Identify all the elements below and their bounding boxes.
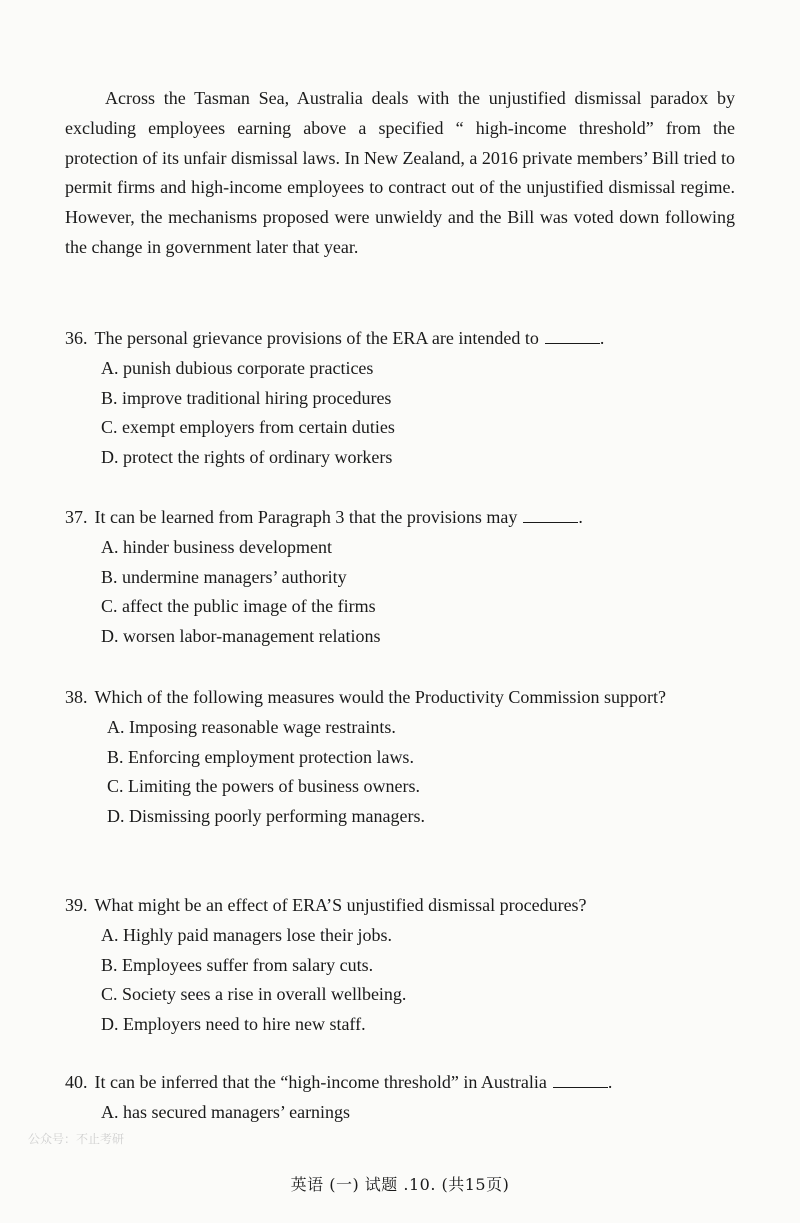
question-stem [65,503,735,533]
question-text: It can be learned from Paragraph 3 that the provisions may [94,507,518,527]
passage-paragraph: Across the Tasman Sea, Australia deals with the unjustified dismissal paradox by excluding employees earning above a specified “ high-income threshold” from the protection of its unfair dismissal laws. In New Zealand, a 2016 private members’ Bill tried to permit firms and high-income employees to contract out of the unjustified dismissal regime. However, the mechanisms proposed were unwieldy and the Bill was voted down following the change in government later that year. [65,88,735,257]
question-38 [65,683,735,832]
watermark: 公众号：不止考研 [28,1132,125,1146]
question-stem [65,891,735,921]
option-c: C. exempt employers from certain duties [101,417,395,438]
question-stem [65,324,735,354]
option-b: B. Enforcing employment protection laws. [107,746,414,767]
question-stem [65,1068,735,1098]
option-a: A. hinder business development [101,536,332,557]
option-d: D. Employers need to hire new staff. [101,1014,366,1035]
option-a: A. Highly paid managers lose their jobs. [101,924,392,945]
option-a: A. Imposing reasonable wage restraints. [107,716,396,737]
question-text: Which of the following measures would the Productivity Commission support? [94,687,666,707]
option-list [65,533,735,652]
option-list [65,713,735,832]
question-number: 39. [65,895,88,915]
question-end-mark: . [607,1072,613,1092]
option-b: B. undermine managers’ authority [101,566,347,587]
question-number: 38. [65,687,88,707]
option-d: D. worsen labor-management relations [101,626,381,647]
question-39 [65,891,735,1040]
answer-blank [523,504,578,523]
option-d: D. Dismissing poorly performing managers. [107,806,425,827]
option-c: C. Limiting the powers of business owners. [107,776,420,797]
option-c: C. affect the public image of the firms [101,596,376,617]
answer-blank [553,1069,608,1088]
option-a: A. has secured managers’ earnings [101,1101,351,1122]
option-list [65,354,735,473]
question-number: 40. [65,1072,88,1092]
question-36 [65,324,735,473]
question-number: 37. [65,507,88,527]
option-c: C. Society sees a rise in overall wellbeing. [101,984,407,1005]
option-b: B. improve traditional hiring procedures [101,387,392,408]
question-text: It can be inferred that the “high-income threshold” in Australia [94,1072,547,1092]
option-list [65,1098,735,1128]
question-number: 36. [65,328,88,348]
question-stem [65,683,735,713]
answer-blank [545,325,600,344]
option-d: D. protect the rights of ordinary workers [101,447,393,468]
page-footer: 英语 (一) 试题 .10. (共15页) [290,1175,510,1194]
option-list [65,921,735,1040]
question-text: The personal grievance provisions of the ERA are intended to [94,328,539,348]
option-b: B. Employees suffer from salary cuts. [101,954,374,975]
question-37 [65,503,735,652]
question-text: What might be an effect of ERA’S unjustified dismissal procedures? [94,895,587,915]
question-end-mark: . [578,507,583,527]
question-end-mark: . [599,328,605,348]
option-a: A. punish dubious corporate practices [101,357,374,378]
question-40 [65,1068,735,1128]
